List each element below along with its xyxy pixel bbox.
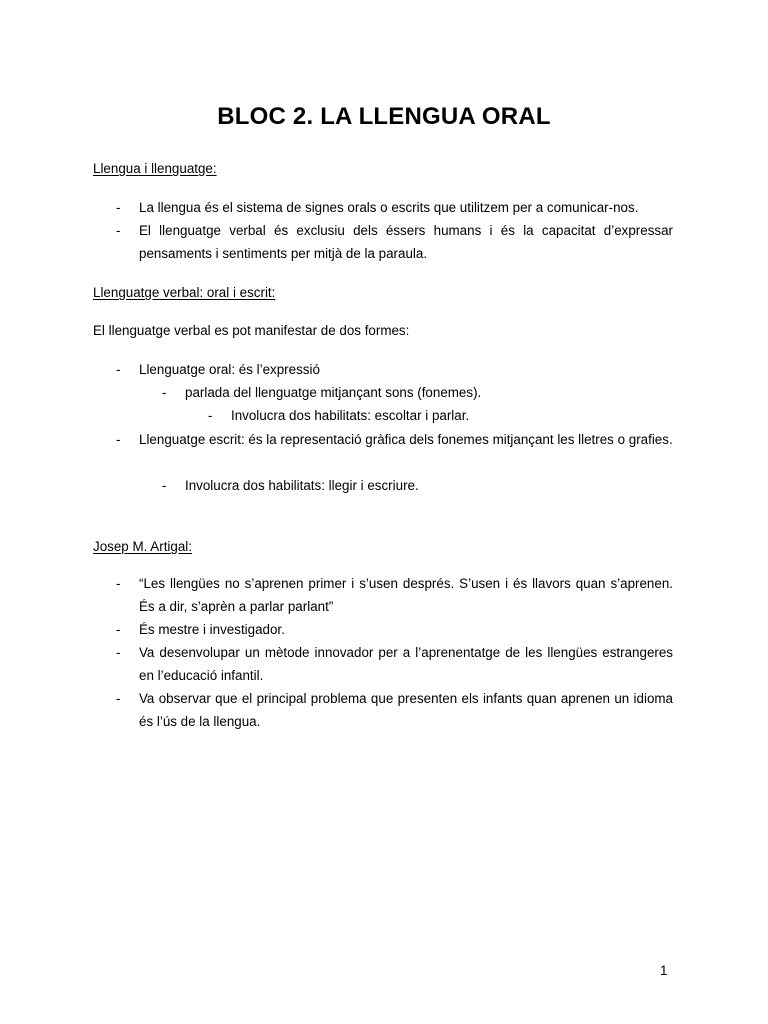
list-item-text: Va observar que el principal problema que presenten els infants quan aprenen un idioma és l’ús de la llengua.	[139, 691, 673, 729]
list-item	[116, 641, 673, 687]
page-number: 1	[660, 963, 668, 978]
list-subsubitem	[208, 404, 673, 427]
bullet-dash: -	[116, 576, 121, 591]
list-item	[116, 572, 673, 618]
bullet-dash: -	[116, 645, 121, 660]
list-subitem	[162, 381, 673, 404]
bullet-dash: -	[162, 385, 167, 400]
list-item-text: El llenguatge verbal és exclusiu dels éssers humans i és la capacitat d’expressar pensaments i sentiments per mitjà de la paraula.	[139, 223, 673, 261]
list-subitem	[162, 474, 673, 497]
list-item-text: Involucra dos habilitats: escoltar i parlar.	[231, 408, 470, 423]
list-item	[116, 428, 673, 451]
list-item	[116, 687, 673, 733]
bullet-dash: -	[116, 622, 121, 637]
list-item-text: Llenguatge oral: és l’expressió	[139, 362, 320, 377]
section-heading-artigal: Josep M. Artigal:	[93, 539, 192, 554]
bullet-dash: -	[116, 691, 121, 706]
list-item	[116, 358, 673, 381]
list-item-text: Involucra dos habilitats: llegir i escriure.	[185, 478, 419, 493]
bullet-dash: -	[116, 362, 121, 377]
list-item-text: parlada del llenguatge mitjançant sons (fonemes).	[185, 385, 482, 400]
section-intro: El llenguatge verbal es pot manifestar de dos formes:	[93, 323, 410, 338]
bullet-dash: -	[208, 408, 213, 423]
section-heading-llengua: Llengua i llenguatge:	[93, 161, 217, 176]
list-item	[116, 618, 673, 641]
section-heading-llenguatge-verbal: Llenguatge verbal: oral i escrit:	[93, 285, 276, 300]
page-title: BLOC 2. LA LLENGUA ORAL	[217, 103, 551, 130]
list-item-text: La llengua és el sistema de signes orals o escrits que utilitzem per a comunicar-nos.	[139, 200, 639, 215]
list-item-text: Llenguatge escrit: és la representació gràfica dels fonemes mitjançant les lletres o grafies.	[139, 432, 673, 447]
list-item	[116, 196, 673, 219]
list-item-text: “Les llengües no s’aprenen primer i s’usen després. S’usen i és llavors quan s’aprenen. És a dir, s’aprèn a parlar parlant”	[139, 576, 673, 614]
bullet-dash: -	[116, 432, 121, 447]
bullet-dash: -	[116, 223, 121, 238]
list-item-text: És mestre i investigador.	[139, 622, 285, 637]
bullet-dash: -	[116, 200, 121, 215]
list-item	[116, 219, 673, 265]
list-item-text: Va desenvolupar un mètode innovador per a l’aprenentatge de les llengües estrangeres en l’educació infantil.	[139, 645, 673, 683]
bullet-dash: -	[162, 478, 167, 493]
